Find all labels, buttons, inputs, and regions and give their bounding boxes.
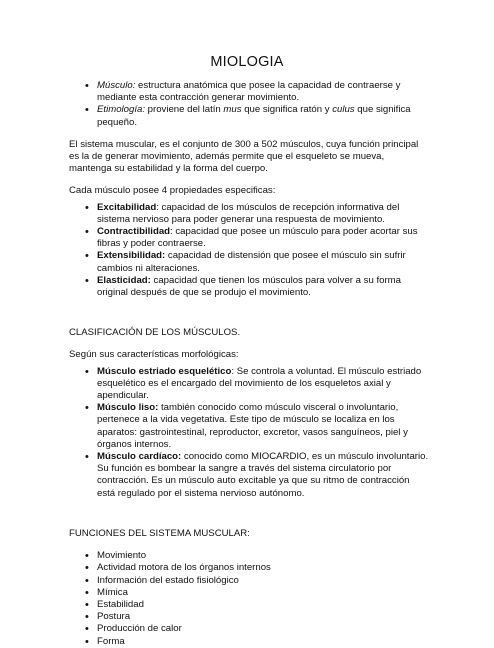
list-item-function: • Mímica [69,587,429,599]
term-etimologia: Etimología: [97,104,145,116]
term-contractibilidad: Contractibilidad [97,226,171,238]
list-item-function: • Estabilidad [69,599,429,611]
term-extensibilidad: Extensibilidad: [97,250,166,262]
list-item-function: • Movimiento [69,550,429,562]
list-item-contractibilidad [69,226,429,250]
definition-cardiaco: conocido como MIOCARDIO, es un músculo involuntario. Su función es bombear la sangre a través del sistema circulatorio por contracción. Es un músculo auto excitable ya que su ritmo de contracción está regulado por el sistema nervioso autónomo. [97,451,429,499]
definition-estriado: : Se controla a voluntad. El músculo estriado esquelético es el encargado del movimiento de los esqueletos axial y apendicular. [97,365,422,402]
etimologia-word-mus: mus [223,104,242,116]
definition-contractibilidad: : capacidad que posee un músculo para poder acortar sus fibras y poder contraerse. [97,226,418,250]
list-item-function: • Forma [69,636,429,648]
list-item-function: • Postura [69,611,429,623]
list-item-liso [69,402,429,451]
definition-excitabilidad: : capacidad de los músculos de recepción informativa del sistema nervioso para poder generar una respuesta de movimiento. [97,201,400,225]
heading-funciones: FUNCIONES DEL SISTEMA MUSCULAR: [69,527,250,539]
page-title: MIOLOGIA [210,54,284,70]
term-excitabilidad: Excitabilidad [97,201,157,213]
list-item-musculo [69,80,429,104]
term-liso: Músculo liso: [97,402,159,414]
document-body [69,80,429,648]
etimologia-text-3: que significa pequeño. [97,104,411,128]
list-item-elasticidad [69,275,429,299]
paragraph-morfologicas: Según sus características morfológicas: [69,349,239,361]
list-item-function: • Actividad motora de los órganos internos [69,562,429,574]
definition-liso: también conocido como músculo visceral o involuntario, pertenece a la vida vegetativa. Este tipo de músculo se localiza en los aparatos: gastrointestinal, reproductor, excretor, vasos sanguíneos, piel y órganos internos. [97,402,408,450]
etimologia-text-1: proviene del latín [145,104,224,116]
definition-musculo: estructura anatómica que posee la capacidad de contraerse y mediante esta contracción generar movimiento. [97,80,401,104]
term-estriado: Músculo estriado esquelético [97,365,232,377]
term-musculo: Músculo: [97,80,136,91]
muscle-types-list [69,366,429,500]
intro-list [69,80,429,129]
list-item-extensibilidad [69,250,429,274]
list-item-etimologia [69,104,429,128]
paragraph-propiedades: Cada músculo posee 4 propiedades especificas: [69,185,276,197]
term-elasticidad: Elasticidad: [97,274,151,286]
term-cardiaco: Músculo cardíaco: [97,451,182,463]
definition-elasticidad: capacidad que tienen los músculos para volver a su forma original después de que se produjo el movimiento. [97,274,401,299]
properties-list [69,202,429,300]
list-item-cardiaco [69,451,429,500]
list-item-excitabilidad [69,202,429,226]
definition-extensibilidad: capacidad de distensión que posee el músculo sin sufrir cambios ni alteraciones. [97,250,406,274]
functions-list [69,550,429,648]
etimologia-word-culus: culus [332,104,355,116]
heading-clasificacion: CLASIFICACIÓN DE LOS MÚSCULOS. [69,327,241,339]
etimologia-text-2: que significa ratón y [241,104,333,116]
list-item-function: • Información del estado fisiológico [69,575,429,587]
list-item-function: • Producción de calor [69,623,429,635]
list-item-estriado [69,366,429,403]
paragraph-sistema-muscular: El sistema muscular, es el conjunto de 300 a 502 músculos, cuya función principal es la de generar movimiento, además permite que el esqueleto se mueva, mantenga su estabilidad y la forma del cuerpo. [69,138,419,175]
